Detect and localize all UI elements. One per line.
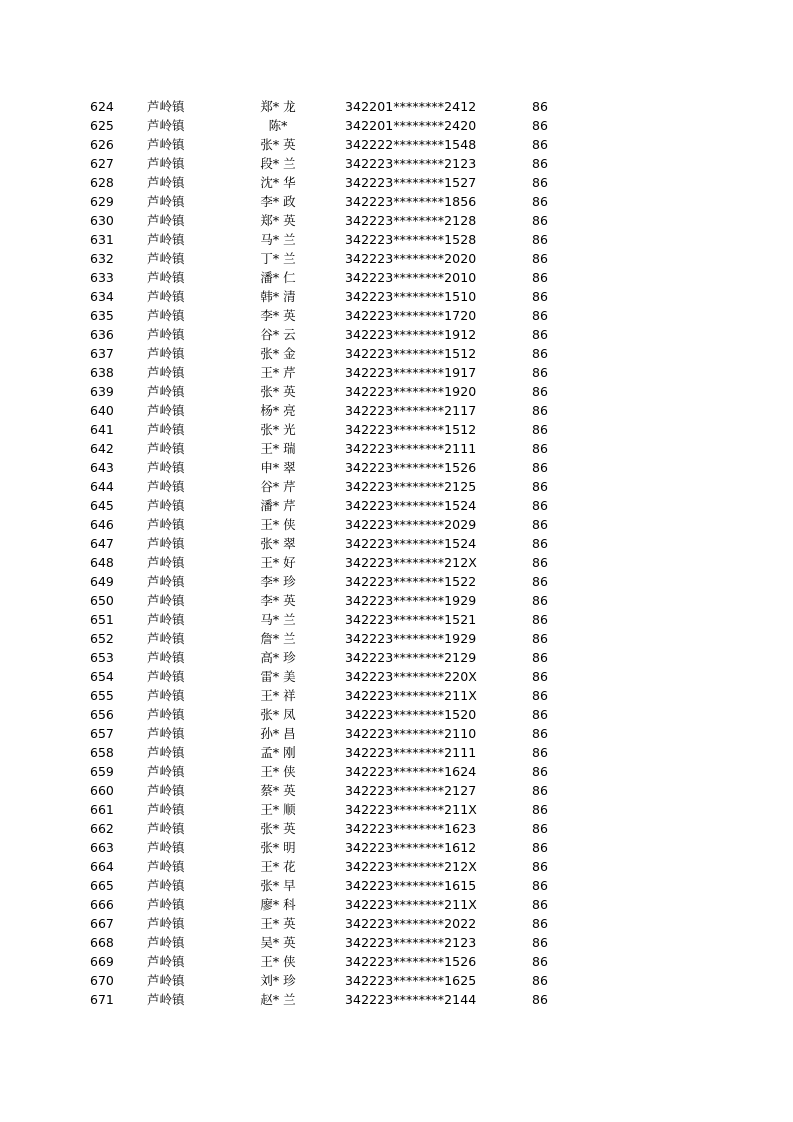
row-number: 635: [90, 308, 114, 323]
person-name: 孙* 昌: [260, 726, 296, 741]
town-name: 芦岭镇: [147, 498, 185, 513]
id-number: 342223********1528: [345, 232, 477, 247]
id-number: 342223********1512: [345, 346, 477, 361]
town-name: 芦岭镇: [147, 992, 185, 1007]
table-row: [0, 553, 793, 572]
town-name: 芦岭镇: [147, 783, 185, 798]
person-name: 韩* 清: [260, 289, 296, 304]
person-name: 王* 顺: [260, 802, 296, 817]
person-name: 詹* 兰: [260, 631, 296, 646]
person-name: 王* 花: [260, 859, 296, 874]
table-row: [0, 572, 793, 591]
score-value: 86: [532, 365, 548, 380]
row-number: 640: [90, 403, 114, 418]
id-number: 342223********1720: [345, 308, 477, 323]
table-row: [0, 192, 793, 211]
row-number: 665: [90, 878, 114, 893]
id-number: 342223********2111: [345, 441, 477, 456]
id-number: 342223********2111: [345, 745, 477, 760]
table-row: [0, 363, 793, 382]
table-row: [0, 496, 793, 515]
town-name: 芦岭镇: [147, 935, 185, 950]
town-name: 芦岭镇: [147, 707, 185, 722]
row-number: 652: [90, 631, 114, 646]
row-number: 641: [90, 422, 114, 437]
score-value: 86: [532, 897, 548, 912]
table-row: [0, 990, 793, 1009]
table-row: [0, 154, 793, 173]
person-name: 赵* 兰: [260, 992, 296, 1007]
score-value: 86: [532, 213, 548, 228]
person-name: 刘* 珍: [260, 973, 296, 988]
row-number: 632: [90, 251, 114, 266]
score-value: 86: [532, 251, 548, 266]
person-name: 谷* 芹: [260, 479, 296, 494]
table-row: [0, 439, 793, 458]
town-name: 芦岭镇: [147, 650, 185, 665]
id-number: 342223********211X: [345, 897, 477, 912]
town-name: 芦岭镇: [147, 213, 185, 228]
table-row: [0, 401, 793, 420]
person-name: 张* 凤: [260, 707, 296, 722]
table-row: [0, 971, 793, 990]
row-number: 642: [90, 441, 114, 456]
row-number: 664: [90, 859, 114, 874]
table-row: [0, 173, 793, 192]
town-name: 芦岭镇: [147, 593, 185, 608]
table-row: [0, 591, 793, 610]
row-number: 626: [90, 137, 114, 152]
score-value: 86: [532, 935, 548, 950]
score-value: 86: [532, 859, 548, 874]
row-number: 634: [90, 289, 114, 304]
table-row: [0, 629, 793, 648]
person-name: 高* 珍: [260, 650, 296, 665]
person-name: 丁* 兰: [260, 251, 296, 266]
town-name: 芦岭镇: [147, 289, 185, 304]
row-number: 660: [90, 783, 114, 798]
town-name: 芦岭镇: [147, 840, 185, 855]
row-number: 631: [90, 232, 114, 247]
row-number: 650: [90, 593, 114, 608]
town-name: 芦岭镇: [147, 973, 185, 988]
person-name: 谷* 云: [260, 327, 296, 342]
score-value: 86: [532, 726, 548, 741]
score-value: 86: [532, 441, 548, 456]
row-number: 630: [90, 213, 114, 228]
town-name: 芦岭镇: [147, 99, 185, 114]
score-value: 86: [532, 346, 548, 361]
score-value: 86: [532, 840, 548, 855]
town-name: 芦岭镇: [147, 422, 185, 437]
table-row: [0, 838, 793, 857]
row-number: 657: [90, 726, 114, 741]
person-name: 王* 好: [260, 555, 296, 570]
row-number: 655: [90, 688, 114, 703]
id-number: 342223********1625: [345, 973, 477, 988]
row-number: 637: [90, 346, 114, 361]
table-row: [0, 230, 793, 249]
table-row: [0, 97, 793, 116]
id-number: 342223********1856: [345, 194, 477, 209]
score-value: 86: [532, 99, 548, 114]
table-row: [0, 116, 793, 135]
person-name: 李* 政: [260, 194, 296, 209]
id-number: 342223********2129: [345, 650, 477, 665]
id-number: 342223********220X: [345, 669, 477, 684]
id-number: 342223********1612: [345, 840, 477, 855]
person-name: 王* 祥: [260, 688, 296, 703]
town-name: 芦岭镇: [147, 612, 185, 627]
table-row: [0, 515, 793, 534]
row-number: 644: [90, 479, 114, 494]
town-name: 芦岭镇: [147, 384, 185, 399]
id-number: 342223********2022: [345, 916, 477, 931]
id-number: 342223********1624: [345, 764, 477, 779]
score-value: 86: [532, 650, 548, 665]
table-row: [0, 325, 793, 344]
score-value: 86: [532, 327, 548, 342]
row-number: 662: [90, 821, 114, 836]
row-number: 636: [90, 327, 114, 342]
person-name: 王* 侠: [260, 954, 296, 969]
id-number: 342223********2127: [345, 783, 477, 798]
town-name: 芦岭镇: [147, 346, 185, 361]
id-number: 342223********1615: [345, 878, 477, 893]
id-number: 342223********212X: [345, 555, 477, 570]
score-value: 86: [532, 232, 548, 247]
table-row: [0, 819, 793, 838]
table-row: [0, 382, 793, 401]
person-name: 张* 翠: [260, 536, 296, 551]
person-name: 沈* 华: [260, 175, 296, 190]
town-name: 芦岭镇: [147, 859, 185, 874]
score-value: 86: [532, 973, 548, 988]
score-value: 86: [532, 422, 548, 437]
score-value: 86: [532, 878, 548, 893]
id-number: 342223********2128: [345, 213, 477, 228]
row-number: 669: [90, 954, 114, 969]
score-value: 86: [532, 460, 548, 475]
town-name: 芦岭镇: [147, 156, 185, 171]
town-name: 芦岭镇: [147, 365, 185, 380]
id-number: 342201********2412: [345, 99, 477, 114]
score-value: 86: [532, 175, 548, 190]
id-number: 342223********2010: [345, 270, 477, 285]
town-name: 芦岭镇: [147, 536, 185, 551]
row-number: 659: [90, 764, 114, 779]
person-name: 马* 兰: [260, 232, 296, 247]
score-value: 86: [532, 194, 548, 209]
town-name: 芦岭镇: [147, 479, 185, 494]
id-number: 342222********1548: [345, 137, 477, 152]
person-name: 申* 翠: [260, 460, 296, 475]
id-number: 342223********2110: [345, 726, 477, 741]
row-number: 653: [90, 650, 114, 665]
row-number: 667: [90, 916, 114, 931]
score-value: 86: [532, 745, 548, 760]
roster-table: [0, 97, 793, 1009]
score-value: 86: [532, 954, 548, 969]
table-row: [0, 344, 793, 363]
person-name: 王* 芹: [260, 365, 296, 380]
town-name: 芦岭镇: [147, 194, 185, 209]
id-number: 342223********1920: [345, 384, 477, 399]
score-value: 86: [532, 479, 548, 494]
table-row: [0, 287, 793, 306]
score-value: 86: [532, 498, 548, 513]
town-name: 芦岭镇: [147, 517, 185, 532]
score-value: 86: [532, 137, 548, 152]
row-number: 649: [90, 574, 114, 589]
score-value: 86: [532, 783, 548, 798]
score-value: 86: [532, 707, 548, 722]
score-value: 86: [532, 574, 548, 589]
id-number: 342223********1527: [345, 175, 477, 190]
town-name: 芦岭镇: [147, 631, 185, 646]
id-number: 342223********1520: [345, 707, 477, 722]
person-name: 张* 早: [260, 878, 296, 893]
row-number: 656: [90, 707, 114, 722]
score-value: 86: [532, 156, 548, 171]
row-number: 645: [90, 498, 114, 513]
id-number: 342223********1521: [345, 612, 477, 627]
score-value: 86: [532, 308, 548, 323]
table-row: [0, 933, 793, 952]
person-name: 潘* 芹: [260, 498, 296, 513]
row-number: 646: [90, 517, 114, 532]
score-value: 86: [532, 802, 548, 817]
person-name: 李* 英: [260, 308, 296, 323]
person-name: 张* 英: [260, 137, 296, 152]
row-number: 643: [90, 460, 114, 475]
id-number: 342223********2117: [345, 403, 477, 418]
id-number: 342223********212X: [345, 859, 477, 874]
person-name: 郑* 英: [260, 213, 296, 228]
row-number: 658: [90, 745, 114, 760]
table-row: [0, 876, 793, 895]
table-row: [0, 914, 793, 933]
person-name: 张* 明: [260, 840, 296, 855]
town-name: 芦岭镇: [147, 745, 185, 760]
person-name: 王* 侠: [260, 517, 296, 532]
town-name: 芦岭镇: [147, 555, 185, 570]
id-number: 342223********1623: [345, 821, 477, 836]
town-name: 芦岭镇: [147, 897, 185, 912]
town-name: 芦岭镇: [147, 802, 185, 817]
score-value: 86: [532, 764, 548, 779]
person-name: 陈*: [268, 118, 288, 133]
id-number: 342223********1917: [345, 365, 477, 380]
table-row: [0, 895, 793, 914]
row-number: 670: [90, 973, 114, 988]
town-name: 芦岭镇: [147, 308, 185, 323]
table-row: [0, 420, 793, 439]
id-number: 342223********1524: [345, 498, 477, 513]
id-number: 342201********2420: [345, 118, 477, 133]
person-name: 张* 英: [260, 821, 296, 836]
table-row: [0, 534, 793, 553]
id-number: 342223********1524: [345, 536, 477, 551]
table-row: [0, 268, 793, 287]
score-value: 86: [532, 631, 548, 646]
id-number: 342223********1522: [345, 574, 477, 589]
id-number: 342223********2144: [345, 992, 477, 1007]
row-number: 638: [90, 365, 114, 380]
town-name: 芦岭镇: [147, 403, 185, 418]
table-row: [0, 135, 793, 154]
score-value: 86: [532, 403, 548, 418]
person-name: 王* 侠: [260, 764, 296, 779]
score-value: 86: [532, 688, 548, 703]
person-name: 郑* 龙: [260, 99, 296, 114]
town-name: 芦岭镇: [147, 175, 185, 190]
person-name: 蔡* 英: [260, 783, 296, 798]
person-name: 王* 瑞: [260, 441, 296, 456]
row-number: 627: [90, 156, 114, 171]
person-name: 王* 英: [260, 916, 296, 931]
row-number: 628: [90, 175, 114, 190]
person-name: 李* 珍: [260, 574, 296, 589]
town-name: 芦岭镇: [147, 270, 185, 285]
row-number: 633: [90, 270, 114, 285]
row-number: 663: [90, 840, 114, 855]
town-name: 芦岭镇: [147, 251, 185, 266]
table-row: [0, 610, 793, 629]
table-row: [0, 724, 793, 743]
table-row: [0, 458, 793, 477]
town-name: 芦岭镇: [147, 118, 185, 133]
score-value: 86: [532, 593, 548, 608]
town-name: 芦岭镇: [147, 669, 185, 684]
id-number: 342223********211X: [345, 802, 477, 817]
id-number: 342223********1929: [345, 593, 477, 608]
town-name: 芦岭镇: [147, 574, 185, 589]
person-name: 廖* 科: [260, 897, 296, 912]
town-name: 芦岭镇: [147, 726, 185, 741]
town-name: 芦岭镇: [147, 954, 185, 969]
id-number: 342223********2123: [345, 935, 477, 950]
score-value: 86: [532, 992, 548, 1007]
table-row: [0, 211, 793, 230]
row-number: 648: [90, 555, 114, 570]
table-row: [0, 857, 793, 876]
table-row: [0, 781, 793, 800]
id-number: 342223********1526: [345, 954, 477, 969]
person-name: 潘* 仁: [260, 270, 296, 285]
person-name: 张* 光: [260, 422, 296, 437]
row-number: 625: [90, 118, 114, 133]
score-value: 86: [532, 118, 548, 133]
score-value: 86: [532, 669, 548, 684]
person-name: 李* 英: [260, 593, 296, 608]
row-number: 668: [90, 935, 114, 950]
town-name: 芦岭镇: [147, 764, 185, 779]
row-number: 654: [90, 669, 114, 684]
row-number: 651: [90, 612, 114, 627]
person-name: 张* 金: [260, 346, 296, 361]
table-row: [0, 477, 793, 496]
row-number: 661: [90, 802, 114, 817]
table-row: [0, 667, 793, 686]
row-number: 671: [90, 992, 114, 1007]
score-value: 86: [532, 536, 548, 551]
town-name: 芦岭镇: [147, 232, 185, 247]
id-number: 342223********2029: [345, 517, 477, 532]
town-name: 芦岭镇: [147, 821, 185, 836]
town-name: 芦岭镇: [147, 137, 185, 152]
town-name: 芦岭镇: [147, 688, 185, 703]
score-value: 86: [532, 270, 548, 285]
table-row: [0, 762, 793, 781]
table-row: [0, 249, 793, 268]
score-value: 86: [532, 517, 548, 532]
person-name: 马* 兰: [260, 612, 296, 627]
id-number: 342223********1929: [345, 631, 477, 646]
id-number: 342223********1510: [345, 289, 477, 304]
table-row: [0, 743, 793, 762]
row-number: 639: [90, 384, 114, 399]
score-value: 86: [532, 821, 548, 836]
score-value: 86: [532, 289, 548, 304]
score-value: 86: [532, 555, 548, 570]
table-row: [0, 686, 793, 705]
id-number: 342223********211X: [345, 688, 477, 703]
row-number: 666: [90, 897, 114, 912]
id-number: 342223********1512: [345, 422, 477, 437]
row-number: 647: [90, 536, 114, 551]
town-name: 芦岭镇: [147, 878, 185, 893]
table-row: [0, 648, 793, 667]
table-row: [0, 952, 793, 971]
person-name: 杨* 亮: [260, 403, 296, 418]
id-number: 342223********2123: [345, 156, 477, 171]
id-number: 342223********1526: [345, 460, 477, 475]
town-name: 芦岭镇: [147, 441, 185, 456]
town-name: 芦岭镇: [147, 327, 185, 342]
id-number: 342223********1912: [345, 327, 477, 342]
person-name: 吴* 英: [260, 935, 296, 950]
person-name: 雷* 美: [260, 669, 296, 684]
score-value: 86: [532, 612, 548, 627]
row-number: 629: [90, 194, 114, 209]
table-row: [0, 705, 793, 724]
person-name: 张* 英: [260, 384, 296, 399]
person-name: 段* 兰: [260, 156, 296, 171]
id-number: 342223********2125: [345, 479, 477, 494]
person-name: 孟* 刚: [260, 745, 296, 760]
score-value: 86: [532, 384, 548, 399]
score-value: 86: [532, 916, 548, 931]
town-name: 芦岭镇: [147, 460, 185, 475]
id-number: 342223********2020: [345, 251, 477, 266]
table-row: [0, 306, 793, 325]
table-row: [0, 800, 793, 819]
town-name: 芦岭镇: [147, 916, 185, 931]
row-number: 624: [90, 99, 114, 114]
